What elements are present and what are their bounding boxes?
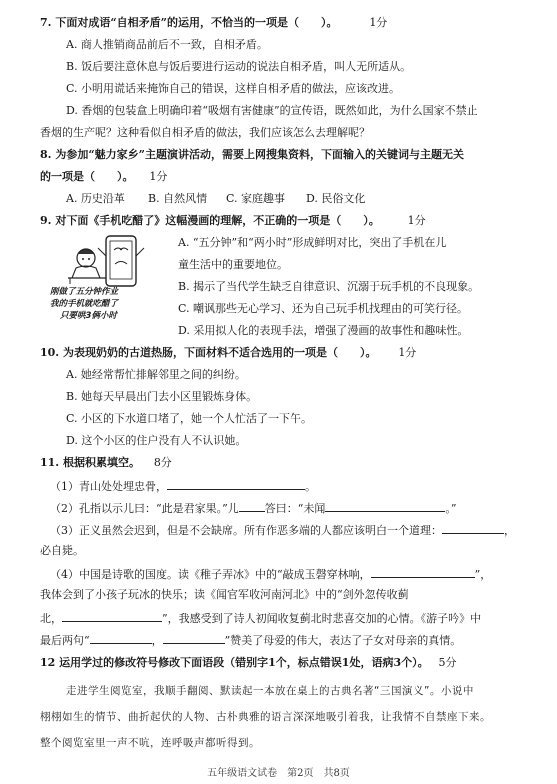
q7-option-d-line2: 香烟的生产呢？这种看似自相矛盾的做法，我们应该怎么去理解呢？ (40, 126, 370, 139)
q12-score: 5分 (438, 656, 457, 669)
q11-item-4-line3 (40, 610, 481, 626)
q11-blank-1[interactable] (167, 478, 305, 490)
cartoon-caption-line1: 刚做了五分钟作业 (50, 287, 119, 297)
q9-option-c: C. 嘲讽那些无心学习、还为自己玩手机找理由的可笑行径。 (178, 302, 469, 315)
q9-score: 1分 (407, 214, 426, 227)
q10-option-c: C. 小区的下水道口堵了，她一个人忙活了一下午。 (66, 412, 313, 425)
q11-stem-text: 11. 根据积累填空。 (40, 456, 140, 469)
q11-item-2-text-a: （2）孔指以示儿曰：“此是君家果。”儿 (50, 502, 239, 515)
q10-stem-text: 10. 为表现奶奶的古道热肠，下面材料不适合选用的一项是（ ）。 (40, 346, 377, 359)
q11-item-1-end: 。 (305, 480, 316, 493)
q8-stem-line2 (40, 170, 167, 184)
q7-option-c: C. 小明用谎话来掩饰自己的错误，这样自相矛盾的做法，应该改进。 (66, 82, 401, 95)
q10-option-b: B. 她每天早晨出门去小区里锻炼身体。 (66, 390, 258, 403)
q8-option-d: D. 民俗文化 (306, 192, 366, 205)
cartoon-caption-line2: 我的手机就吃醋了 (50, 299, 119, 309)
q11-item-4-text-g: ， (151, 634, 163, 647)
q8-option-b: B. 自然风情 (148, 192, 208, 205)
q12-stem-text: 12 运用学过的修改符号修改下面语段（错别字1个，标点错误1处，语病3个）。 (40, 656, 429, 669)
q12-stem (40, 656, 456, 670)
q7-stem-text: 7. 下面对成语“自相矛盾”的运用，不恰当的一项是（ ）。 (40, 16, 338, 29)
q11-item-2-end: 。” (445, 502, 457, 515)
q12-passage-line3: 整个阅览室里一声不吭，连呼吸声都听得到。 (40, 737, 260, 749)
q11-blank-4b[interactable] (62, 610, 162, 622)
q7-option-d-line1: D. 香烟的包装盒上明确印着“吸烟有害健康”的宣传语，既然如此，为什么国家不禁止 (66, 104, 478, 117)
q10-option-d: D. 这个小区的住户没有人不认识她。 (66, 434, 247, 447)
q9-option-d: D. 采用拟人化的表现手法，增强了漫画的故事性和趣味性。 (178, 324, 469, 337)
q7-option-b: B. 饭后要注意休息与饭后要进行运动的说法自相矛盾，叫人无所适从。 (66, 60, 412, 73)
q10-option-a: A. 她经常帮忙排解邻里之间的纠纷。 (66, 368, 246, 381)
q8-option-c: C. 家庭趣事 (226, 192, 286, 205)
q8-option-a: A. 历史沿革 (66, 192, 125, 205)
q11-item-4-text-f: 最后两句“ (40, 634, 90, 647)
q11-item-3 (50, 522, 515, 538)
q11-item-3-cont: 必自毙。 (40, 544, 84, 557)
q11-blank-4d[interactable] (163, 632, 225, 644)
q7-score: 1分 (369, 16, 388, 29)
q11-item-4-line4 (40, 632, 461, 648)
q9-stem-text: 9. 对下面《手机吃醋了》这幅漫画的理解，不正确的一项是（ ）。 (40, 214, 380, 227)
q11-blank-4a[interactable] (371, 566, 475, 578)
q11-blank-2b[interactable] (325, 500, 445, 512)
q11-blank-2a[interactable] (239, 500, 265, 512)
q11-item-1-text: （1）青山处处埋忠骨， (50, 480, 167, 493)
q7-option-a: A. 商人推销商品前后不一致，自相矛盾。 (66, 38, 268, 51)
q11-stem (40, 456, 172, 470)
q11-item-4 (50, 566, 491, 582)
q11-item-3-comma: ， (504, 524, 515, 537)
cartoon-phone-jealous (50, 234, 158, 324)
q7-stem (40, 16, 387, 30)
q11-item-4-end-a: ”， (474, 568, 492, 581)
q11-item-4-text-a: （4）中国是诗歌的国度。读《稚子弄冰》中的“敲成玉磬穿林响， (50, 568, 371, 581)
q11-blank-3[interactable] (442, 522, 504, 534)
q11-item-1 (50, 478, 316, 494)
cartoon-caption (50, 286, 118, 322)
q9-option-a-line1: A. “五分钟”和“两小时”形成鲜明对比，突出了手机在儿 (178, 236, 447, 249)
q12-passage-line2: 栩栩如生的情节、曲折起伏的人物、古朴典雅的语言深深地吸引着我，让我情不自禁座下来。 (40, 711, 491, 723)
q10-stem (40, 346, 416, 360)
q8-score: 1分 (149, 170, 168, 183)
q8-stem-text: 的一项是（ ）。 (40, 170, 134, 183)
q11-item-4-text-h: ”赞美了母爱的伟大，表达了子女对母亲的真情。 (224, 634, 462, 647)
q8-stem-line1: 8. 为参加“魅力家乡”主题演讲活动，需要上网搜集资料，下面输入的关键词与主题无关 (40, 148, 464, 161)
page-footer: 五年级语文试卷 第2页 共8页 (207, 768, 350, 779)
q11-item-3-text: （3）正义虽然会迟到，但是不会缺席。所有作恶多端的人都应该明白一个道理： (50, 524, 442, 537)
q11-item-4-line2: 我体会到了小孩子玩冰的快乐；读《闻官军收河南河北》中的“剑外忽传收蓟 (40, 588, 409, 601)
q11-item-2 (50, 500, 457, 516)
q12-passage-line1: 走进学生阅览室，我顺手翻阅、默读起一本放在桌上的古典名著“三国演义”。小说中 (66, 685, 474, 697)
q11-score: 8分 (153, 456, 172, 469)
q11-blank-4c[interactable] (90, 632, 152, 644)
q9-option-a-line2: 童生活中的重要地位。 (178, 258, 288, 271)
q11-item-2-text-b: 答曰：“未闻 (264, 502, 326, 515)
q11-item-4-text-e: ”，我感受到了诗人初闻收复蓟北时悲喜交加的心情。《游子吟》中 (162, 612, 482, 625)
cartoon-caption-line3: 只要哄3俩小时 (60, 311, 117, 321)
q9-stem (40, 214, 426, 228)
q9-option-b: B. 揭示了当代学生缺乏自律意识、沉溺于玩手机的不良现象。 (178, 280, 480, 293)
q10-score: 1分 (398, 346, 417, 359)
q11-item-4-text-d: 北， (40, 612, 62, 625)
